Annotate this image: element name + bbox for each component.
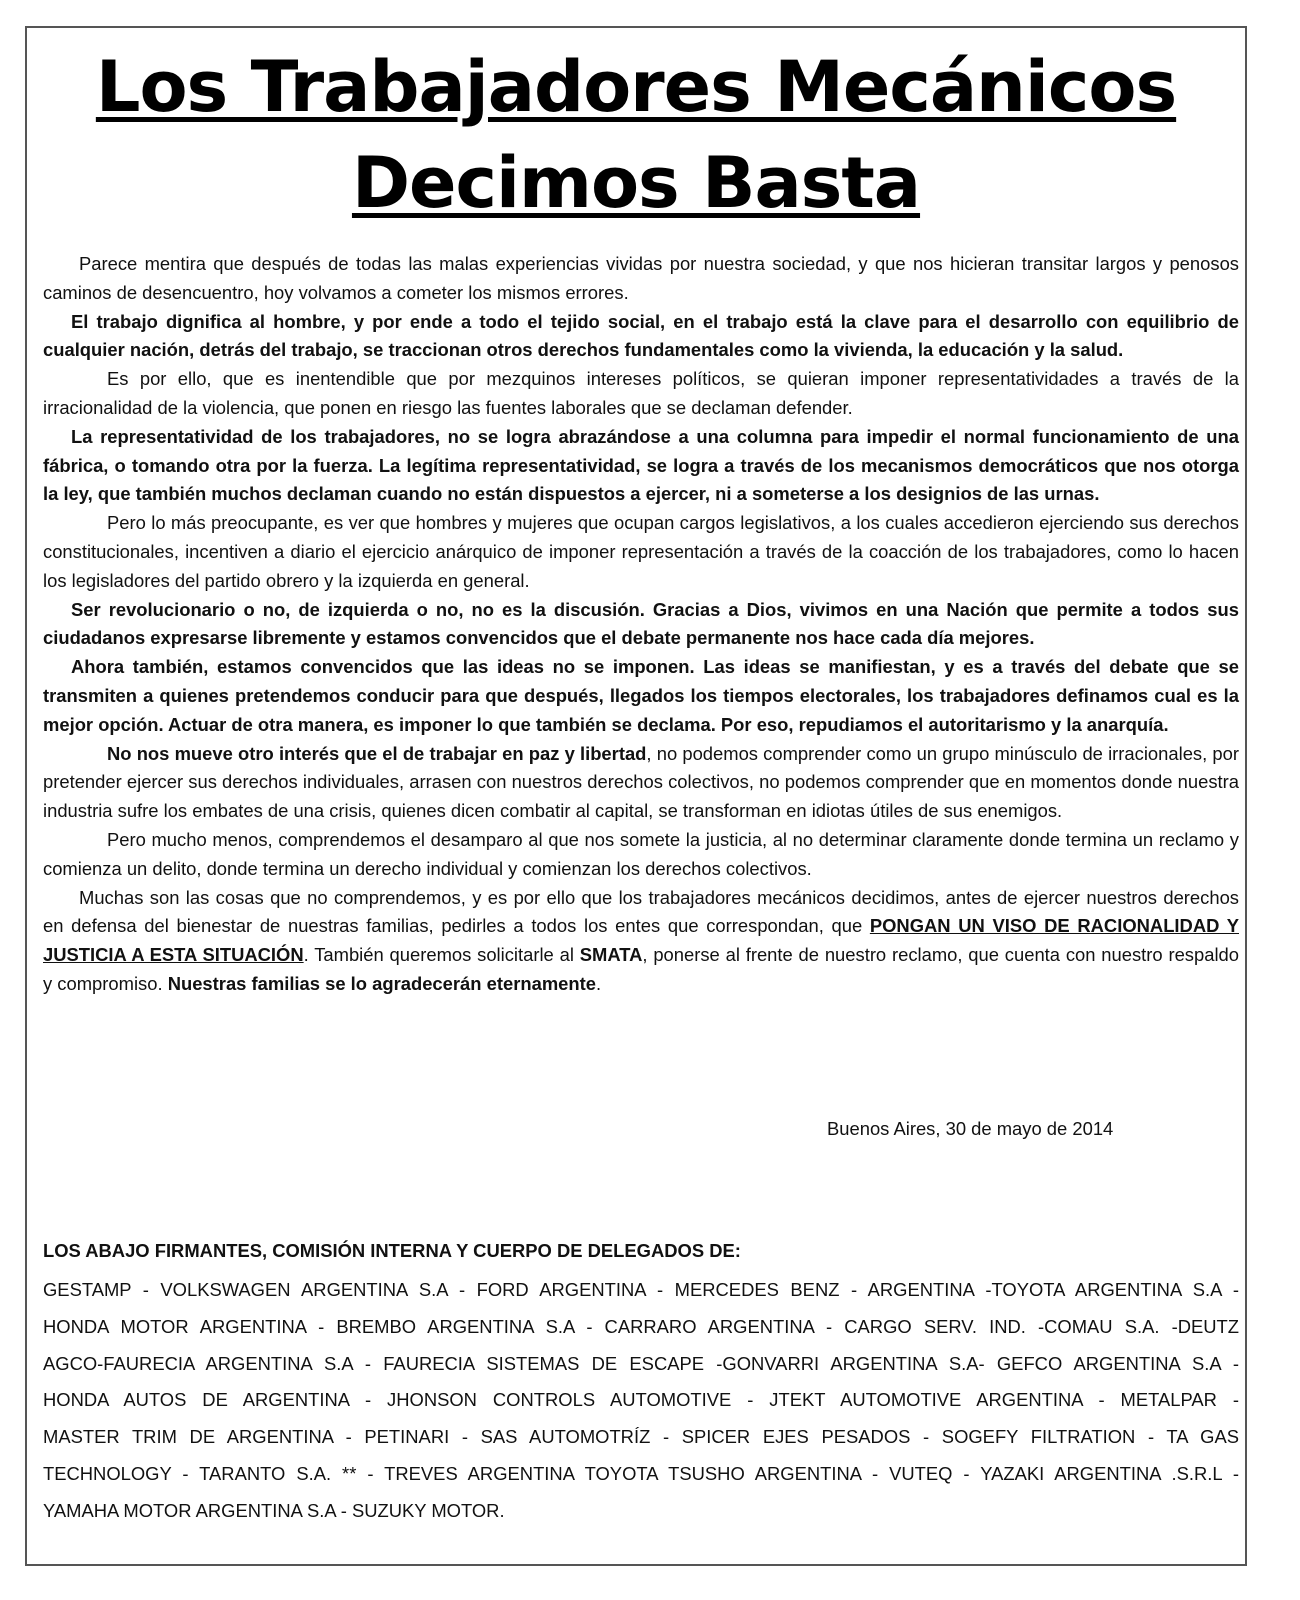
paragraph-8-rest: , no podemos comprender como un grupo minúsculo de irracionales, por pretender ejercer sus derechos individuales, arrasen con nuestros derechos colectivos, no podemos comprender que en momentos donde nuestra industria sufre los embates de una crisis, quienes dicen combatir al capital, se transforman en idiotas útiles de sus enemigos.	[43, 742, 1239, 822]
paragraph-8	[43, 740, 1239, 826]
paragraph-3: Es por ello, que es inentendible que por mezquinos intereses políticos, se quieran imponer representatividades a través de la irracionalidad de la violencia, que ponen en riesgo las fuentes laborales que se declaman defender.	[43, 368, 1239, 418]
paragraph-6: Ser revolucionario o no, de izquierda o no, no es la discusión. Gracias a Dios, vivimos en una Nación que permite a todos sus ciudadanos expresarse libremente y estamos convencidos que el debate permanente nos hace cada día mejores.	[43, 598, 1239, 649]
paragraph-7: Ahora también, estamos convencidos que las ideas no se imponen. Las ideas se manifiestan, y es a través del debate que se transmiten a quienes pretendemos conducir para que después, llegados los tiempos electorales, los trabajadores definamos cual es la mejor opción. Actuar de otra manera, es imponer lo que también se declama. Por eso, repudiamos el autoritarismo y la anarquía.	[43, 656, 1239, 735]
signers-list	[43, 1272, 1239, 1530]
paragraph-5: Pero lo más preocupante, es ver que hombres y mujeres que ocupan cargos legislativos, a los cuales accedieron ejerciendo sus derechos constitucionales, incentiven a diario el ejercicio anárquico de imponer representación a través de la coacción de los trabajadores, como lo hacen los legisladores del partido obrero y la izquierda en general.	[43, 512, 1239, 591]
paragraph-10-a: Muchas son las cosas que no comprendemos, y es por ello que los trabajadores mecánicos decidimos, antes de ejercer nuestros derechos en defensa del bienestar de nuestras familias, pedirles a todos los entes que correspondan, que	[43, 886, 1239, 937]
paragraph-10-c: , ponerse al frente de nuestro reclamo, que cuenta con nuestro respaldo y compromiso.	[43, 944, 1240, 994]
paragraph-10	[43, 884, 1239, 999]
date-line: Buenos Aires, 30 de mayo de 2014	[827, 1118, 1114, 1139]
paragraph-8-bold: No nos mueve otro interés que el de trabajar en paz y libertad	[107, 742, 647, 764]
paragraph-10-b: . También queremos solicitarle al	[303, 944, 580, 966]
paragraph-10-end: .	[595, 972, 602, 994]
paragraph-1: Parece mentira que después de todas las malas experiencias vividas por nuestra sociedad, y que nos hicieran transitar largos y penosos caminos de desencuentro, hoy volvamos a cometer los mismos errores.	[43, 253, 1239, 303]
letter-body	[43, 250, 1239, 999]
title-line-2: Decimos Basta	[351, 142, 921, 224]
paragraph-9: Pero mucho menos, comprendemos el desamparo al que nos somete la justicia, al no determinar claramente donde termina un reclamo y comienza un delito, donde termina un derecho individual y comienzan los derechos colectivos.	[43, 828, 1239, 879]
signers-line: HONDA AUTOS DE ARGENTINA - JHONSON CONTROLS AUTOMOTIVE - JTEKT AUTOMOTIVE ARGENTINA - METALPAR -	[43, 1389, 1239, 1411]
signers-line: HONDA MOTOR ARGENTINA - BREMBO ARGENTINA S.A - CARRARO ARGENTINA - CARGO SERV. IND. -COMAU S.A. -DEUTZ	[43, 1315, 1239, 1337]
paragraph-4: La representatividad de los trabajadores, no se logra abrazándose a una columna para impedir el normal funcionamiento de una fábrica, o tomando otra por la fuerza. La legítima representatividad, se logra a través de los mecanismos democráticos que nos otorga la ley, que también muchos declaman cuando no están dispuestos a ejercer, ni a someterse a los designios de las urnas.	[43, 425, 1239, 505]
document-frame	[25, 26, 1247, 1566]
paragraph-2: El trabajo dignifica al hombre, y por ende a todo el tejido social, en el trabajo está la clave para el desarrollo con equilibrio de cualquier nación, detrás del trabajo, se traccionan otros derechos fundamentales como la vivienda, la educación y la salud.	[43, 310, 1239, 361]
paragraph-10-underlined: PONGAN UN VISO DE RACIONALIDAD Y JUSTICIA A ESTA SITUACIÓN	[43, 915, 1239, 966]
smata-name: SMATA	[579, 944, 643, 966]
title-line-1: Los Trabajadores Mecánicos	[95, 46, 1177, 128]
signers-line: GESTAMP - VOLKSWAGEN ARGENTINA S.A - FORD ARGENTINA - MERCEDES BENZ - ARGENTINA -TOYOTA ARGENTINA S.A -	[43, 1279, 1239, 1300]
signers-heading: LOS ABAJO FIRMANTES, COMISIÓN INTERNA Y CUERPO DE DELEGADOS DE:	[43, 1240, 741, 1261]
signers-line: TECHNOLOGY - TARANTO S.A. ** - TREVES ARGENTINA TOYOTA TSUSHO ARGENTINA - VUTEQ - YAZAKI ARGENTINA .S.R.L -	[43, 1462, 1239, 1484]
signers-line: YAMAHA MOTOR ARGENTINA S.A - SUZUKY MOTOR.	[43, 1499, 505, 1521]
signers-line: MASTER TRIM DE ARGENTINA - PETINARI - SAS AUTOMOTRÍZ - SPICER EJES PESADOS - SOGEFY FILTRATION - TA GAS	[43, 1426, 1239, 1448]
signers-line: AGCO-FAURECIA ARGENTINA S.A - FAURECIA SISTEMAS DE ESCAPE -GONVARRI ARGENTINA S.A- GEFCO ARGENTINA S.A -	[43, 1352, 1239, 1374]
paragraph-10-final: Nuestras familias se lo agradecerán eternamente	[167, 972, 596, 994]
